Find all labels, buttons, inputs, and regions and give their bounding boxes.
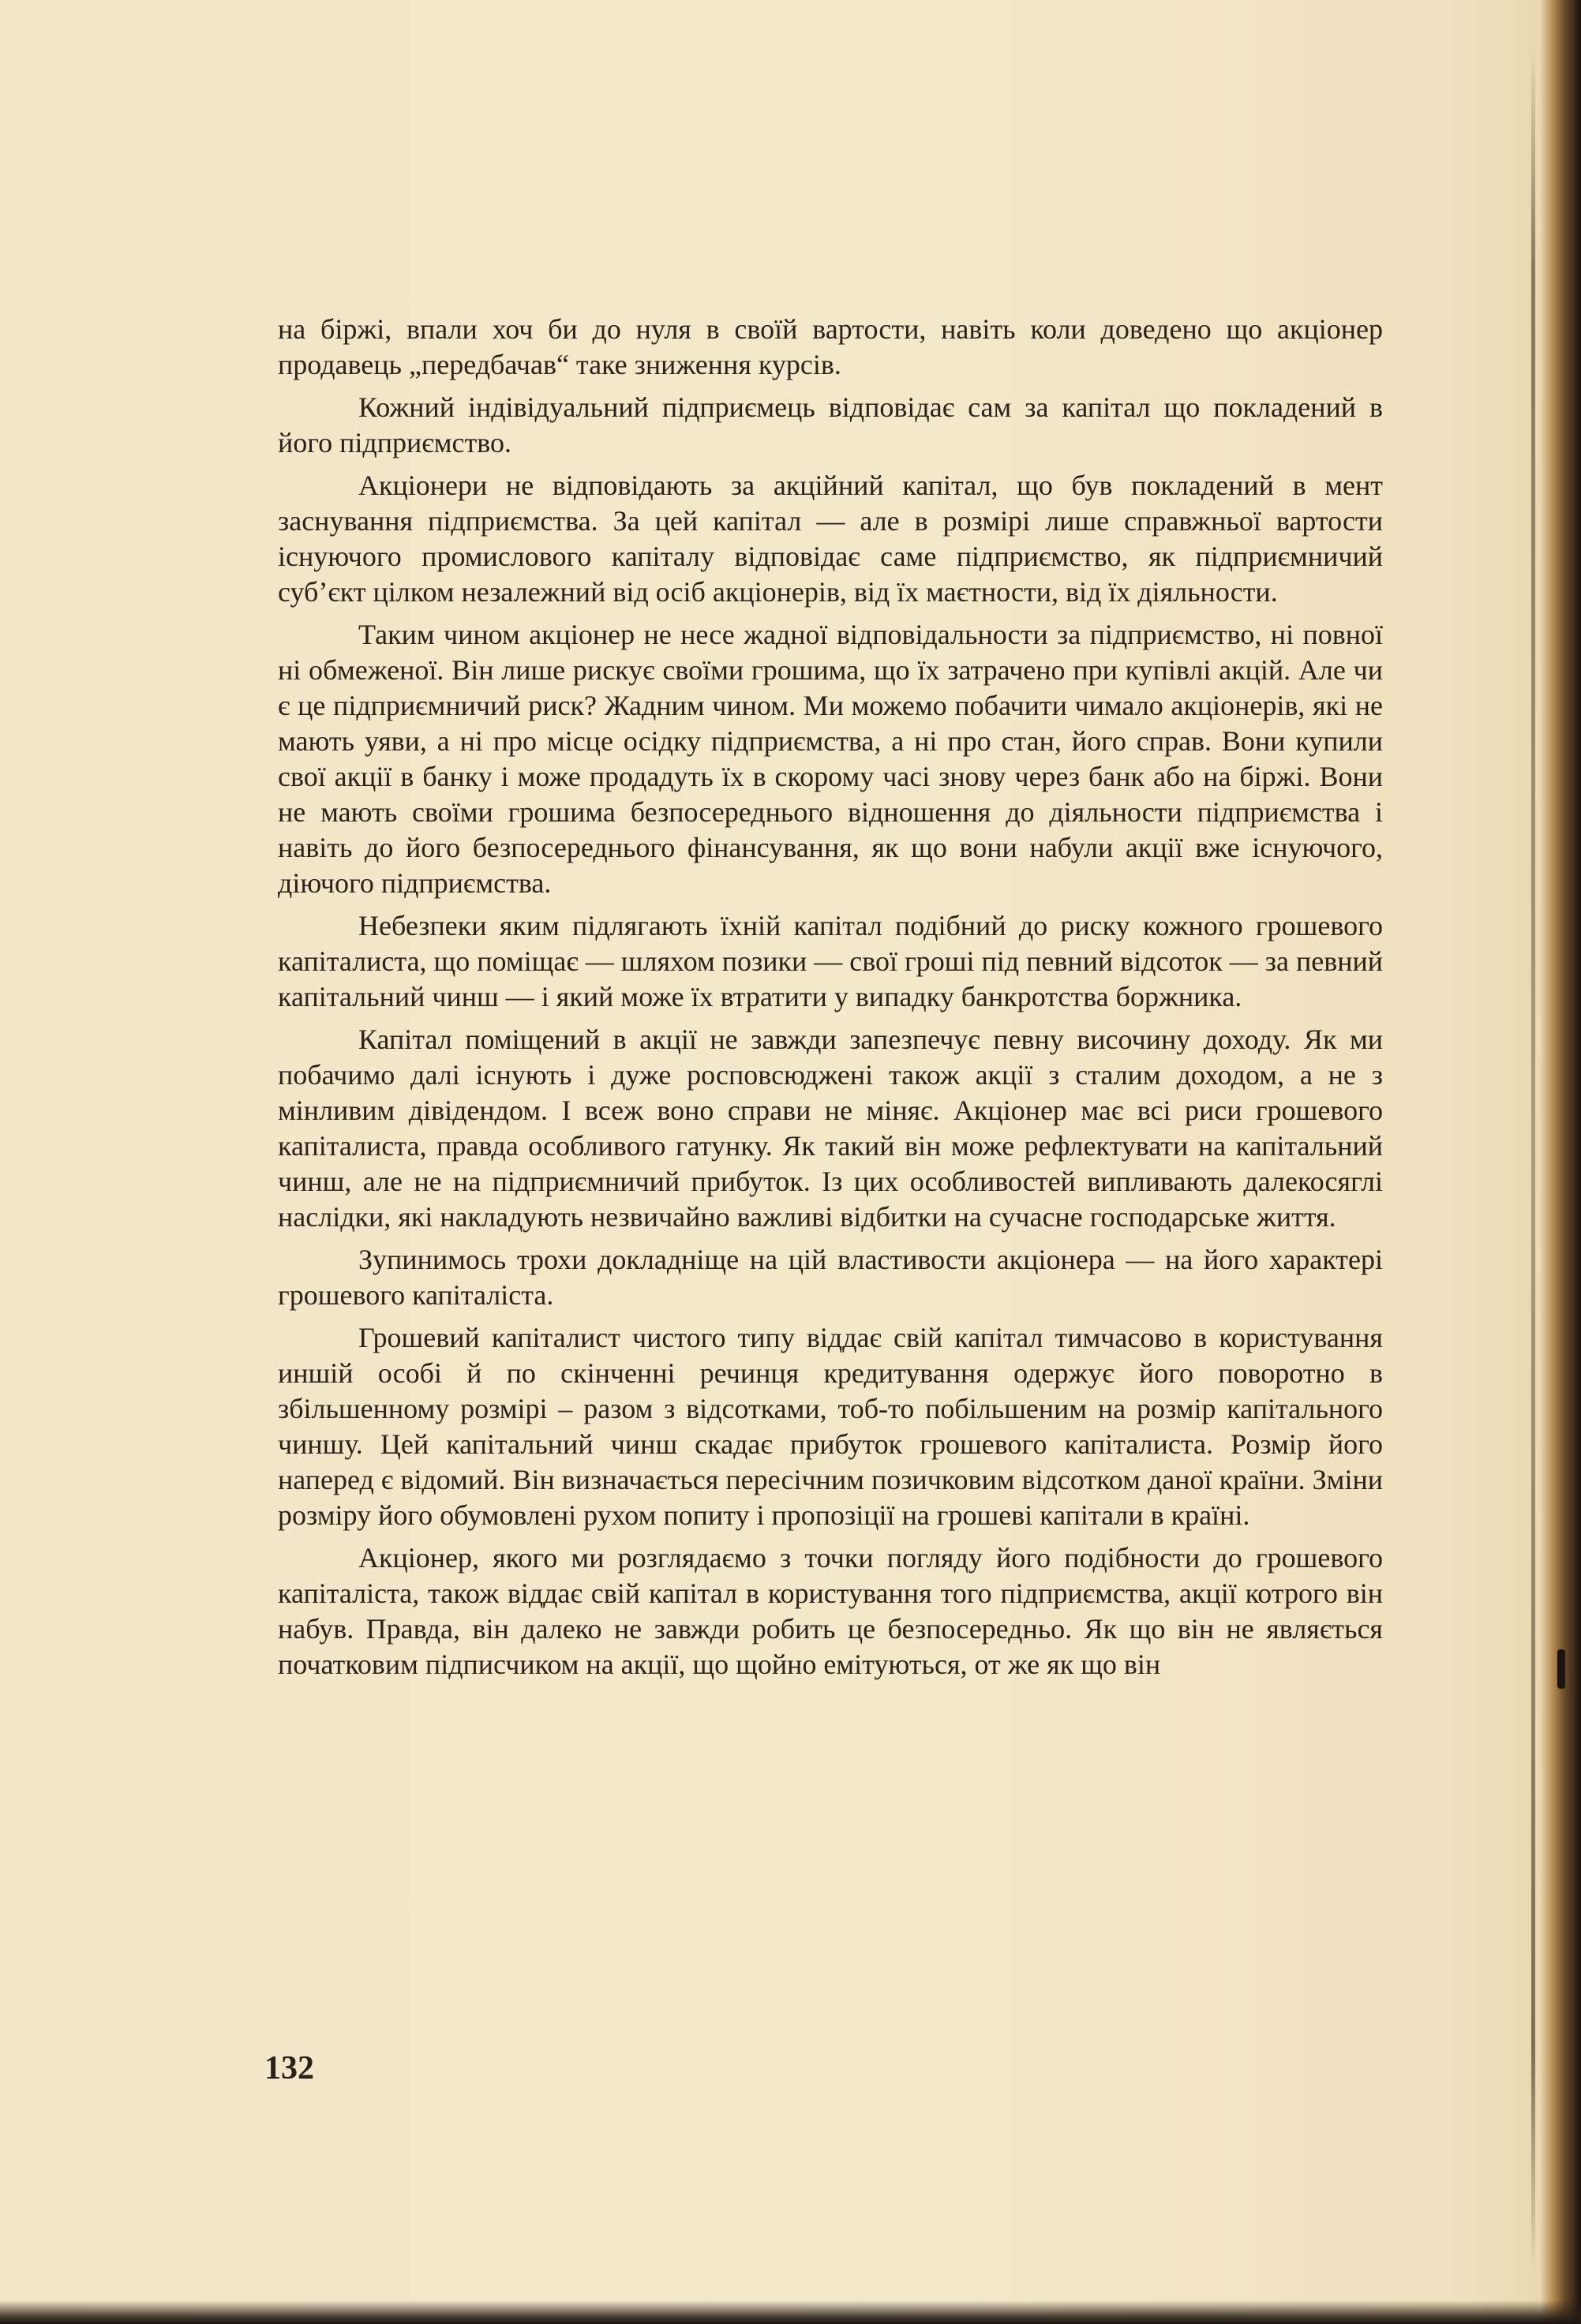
paragraph-7: Зупинимось трохи докладніще на цій властивости акціонера — на його характері грошевого капіталіста.	[278, 1244, 1383, 1311]
paragraph-9: Акціонер, якого ми розглядаємо з точки погляду його подібности до грошевого капіталіста, також віддає свій капітал в користування того підприємства, акції котрого він набув. Правда, він далеко не завжди робить це безпосередньо. Як що він не являється початковим підписчиком на акції, що щойно емітуються, от же як що він	[278, 1542, 1383, 1680]
body-text	[278, 312, 1383, 1690]
paragraph-5: Небезпеки яким підлягають їхній капітал подібний до риску кожного грошевого капіталиста, що поміщає — шляхом позики — свої гроші під певний відсоток — за певний капітальний чинш — і який може їх втратити у випадку банкротства боржника.	[278, 910, 1383, 1012]
margin-mark	[1557, 1649, 1565, 1689]
paragraph-1: на біржі, впали хоч би до нуля в своїй вартости, навіть коли доведено що акціонер продавець „передбачав“ таке зниження курсів.	[278, 313, 1383, 380]
paragraph-2: Кожний індівідуальний підприємець відповідає сам за капітал що покладений в його підприємство.	[278, 391, 1383, 458]
binding-shadow	[1531, 47, 1535, 2273]
page-right-edge	[1540, 0, 1581, 2324]
paragraph-8: Грошевий капіталист чистого типу віддає свій капітал тимчасово в користування иншій особі й по скінченні речинця кредитування одержує його поворотно в збільшенному розмірі – разом з відсотками, тоб-то побільшеним на розмір капітального чиншу. Цей капітальний чинш скадає прибуток грошевого капіталиста. Розмір його наперед є відомий. Він визначається пересічним позичковим відсотком даної країни. Зміни розміру його обумовлені рухом попиту і пропозіції на грошеві капітали в країні.	[278, 1322, 1383, 1531]
page-bottom-edge	[0, 2300, 1581, 2324]
paragraph-3: Акціонери не відповідають за акційний капітал, що був покладений в мент заснування підприємства. За цей капітал — але в розмірі лише справжньої вартости існуючого промислового капіталу відповідає саме підприємство, як підприємничий суб’єкт цілком незалежний від осіб акціонерів, від їх маєтности, від їх діяльности.	[278, 470, 1383, 608]
paragraph-6: Капітал поміщений в акції не завжди запезпечує певну височину доходу. Як ми побачимо далі існують і дуже росповсюджені також акції з сталим доходом, а не з мінливим дівідендом. І всеж воно справи не міняє. Акціонер має всі риси грошевого капіталиста, правда особливого гатунку. Як такий він може рефлектувати на капітальний чинш, але не на підприємничий прибуток. Із цих особливостей випливають далекосяглі наслідки, які накладують незвичайно важливі відбитки на сучасне господарське життя.	[278, 1024, 1383, 1233]
page-number: 132	[264, 2050, 314, 2086]
paragraph-4: Таким чином акціонер не несе жадної відповідальности за підприємство, ні повної ні обмеженої. Він лише рискує своїми грошима, що їх затрачено при купівлі акцій. Але чи є це підприємничий риск? Жадним чином. Ми можемо побачити чимало акціонерів, які не мають уяви, а ні про місце осідку підприємства, а ні про стан, його справ. Вони купили свої акції в банку і може продадуть їх в скорому часі знову через банк або на біржі. Вони не мають своїми грошима безпосереднього відношення до діяльности підприємства і навіть до його безпосереднього фінансування, як що вони набули акції вже існуючого, діючого підприємства.	[278, 619, 1383, 899]
